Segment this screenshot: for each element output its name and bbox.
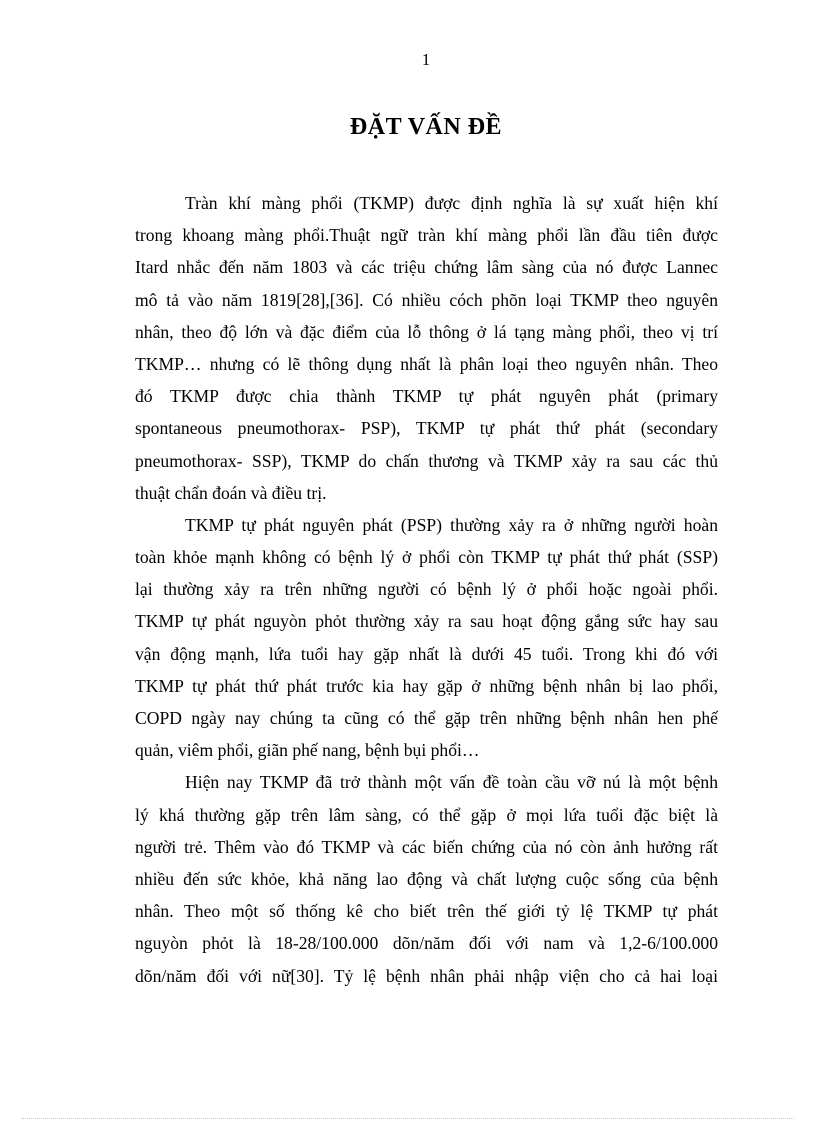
page-number: 1	[421, 50, 431, 69]
text-line: vận động mạnh, lứa tuổi hay gặp nhất là dưới 45 tuổi. Trong khi đó với	[135, 643, 718, 664]
paragraph-3	[135, 766, 718, 991]
text-line: nhân. Theo một số thống kê cho biết trên thế giới tỷ lệ TKMP tự phát	[135, 901, 718, 922]
text-line: pneumothorax- SSP), TKMP do chấn thương và TKMP xảy ra sau các thủ	[135, 450, 718, 471]
text-line: Tràn khí màng phổi (TKMP) được định nghĩa là sự xuất hiện khí	[185, 193, 718, 213]
text-line: đó TKMP được chia thành TKMP tự phát nguyên phát (primary	[135, 386, 718, 407]
text-line: lại thường xảy ra trên những người có bệnh lý ở phổi hoặc ngoài phổi.	[135, 579, 718, 600]
text-line: thuật chẩn đoán và điều trị.	[135, 482, 327, 503]
text-line: lý khá thường gặp trên lâm sàng, có thể gặp ở mọi lứa tuổi đặc biệt là	[135, 804, 718, 825]
text-line: người trẻ. Thêm vào đó TKMP và các biến chứng của nó còn ảnh hưởng rất	[135, 836, 718, 857]
text-line: TKMP tự phát nguyên phát (PSP) thường xảy ra ở những người hoàn	[185, 514, 718, 535]
text-line: TKMP tự phát thứ phát trước kia hay gặp ở những bệnh nhân bị lao phổi,	[135, 675, 718, 696]
text-line: nhân, theo độ lớn và đặc điểm của lỗ thông ở lá tạng màng phổi, theo vị trí	[135, 321, 718, 342]
text-line: toàn khỏe mạnh không có bệnh lý ở phổi còn TKMP tự phát thứ phát (SSP)	[135, 547, 718, 568]
text-line: COPD ngày nay chúng ta cũng có thể gặp trên những bệnh nhân hen phế	[135, 708, 718, 728]
page-bottom-divider	[22, 1118, 794, 1119]
text-line: mô tả vào năm 1819[28],[36]. Có nhiều cóch phõn loại TKMP theo nguyên	[135, 289, 718, 310]
text-line: dõn/năm đối với nữ[30]. Tỷ lệ bệnh nhân phải nhập viện cho cả hai loại	[135, 965, 718, 986]
text-line: nhiều đến sức khỏe, khả năng lao động và chất lượng cuộc sống của bệnh	[135, 868, 718, 889]
text-line: nguyòn phỏt là 18-28/100.000 dõn/năm đối với nam và 1,2-6/100.000	[135, 933, 718, 954]
paragraph-2	[135, 509, 718, 767]
text-line: trong khoang màng phổi.Thuật ngữ tràn khí màng phổi lần đầu tiên được	[135, 225, 718, 246]
text-line: spontaneous pneumothorax- PSP), TKMP tự phát thứ phát (secondary	[135, 418, 718, 439]
text-line: Itard nhắc đến năm 1803 và các triệu chứng lâm sàng của nó được Lannec	[135, 257, 718, 278]
page-title: ĐẶT VẤN ĐỀ	[349, 114, 503, 140]
text-line: TKMP tự phát nguyòn phỏt thường xảy ra sau hoạt động gắng sức hay sau	[135, 611, 718, 632]
text-line: TKMP… nhưng có lẽ thông dụng nhất là phân loại theo nguyên nhân. Theo	[135, 353, 718, 374]
text-line: quản, viêm phổi, giãn phế nang, bệnh bụi phổi…	[135, 740, 480, 761]
text-line: Hiện nay TKMP đã trở thành một vấn đề toàn cầu vỡ nú là một bệnh	[185, 772, 718, 793]
body-text	[135, 187, 718, 992]
paragraph-1	[135, 187, 718, 509]
